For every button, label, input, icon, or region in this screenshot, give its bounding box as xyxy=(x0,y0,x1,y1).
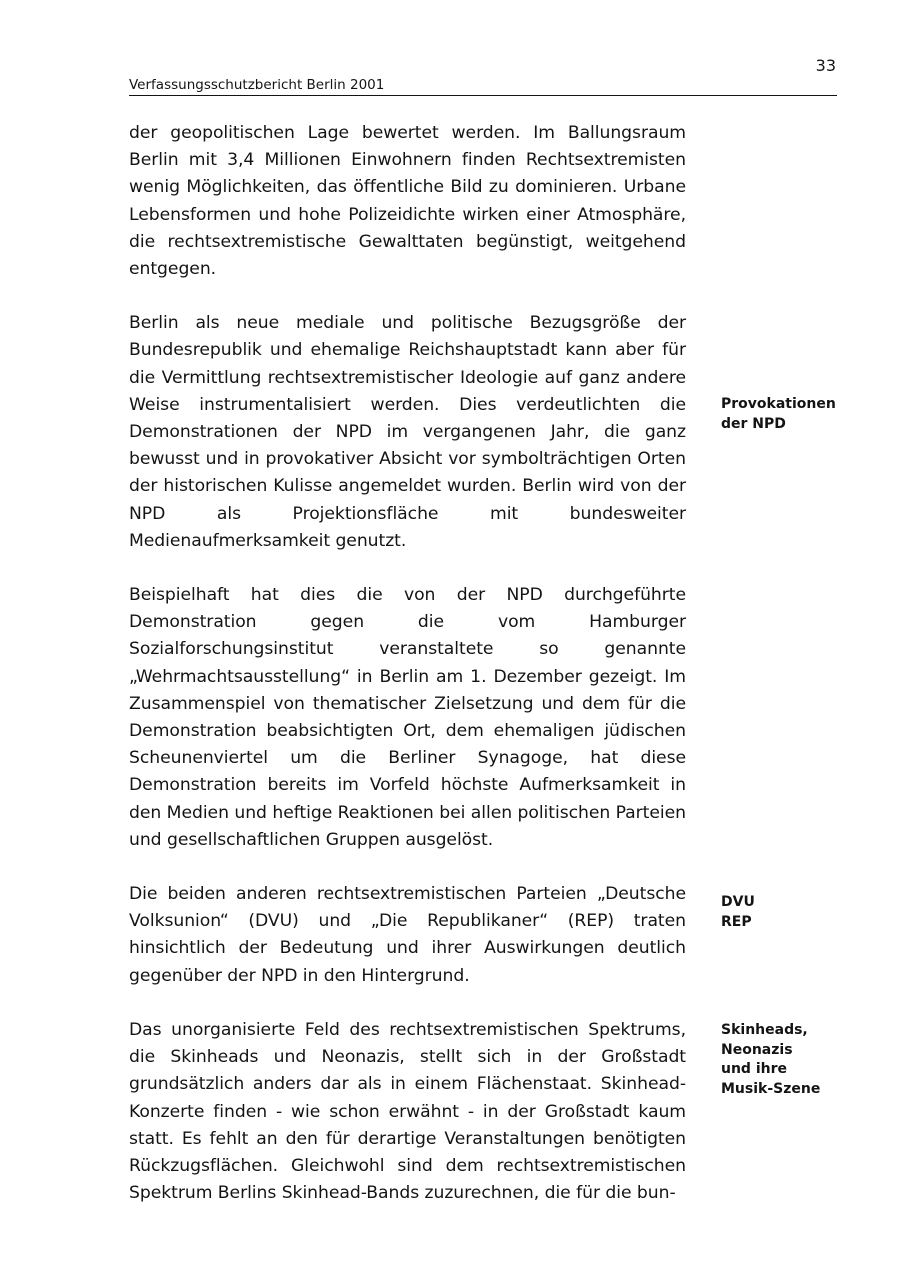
margin-note-line: Skinheads, xyxy=(721,1022,808,1038)
running-header: Verfassungsschutzbericht Berlin 2001 xyxy=(129,77,837,96)
margin-note-line: der NPD xyxy=(721,415,786,432)
margin-note-dvu-rep xyxy=(721,893,851,932)
paragraph-2: Berlin als neue mediale und politische Bezugsgröße der Bundesrepublik und ehemalige Reichshauptstadt kann aber für die Vermittlung rechtsextremistischer Ideologie auf ganz andere Weise instrumentalisiert werden. Dies verdeutlichten die Demonstrationen der NPD im vergangenen Jahr, die ganz bewusst und in provokativer Absicht vor symbolträchtigen Orten der historischen Kulisse angemeldet wurden. Berlin wird von der NPD als Projektionsfläche mit bundesweiter Medienaufmerksamkeit genutzt. xyxy=(129,313,686,551)
margin-note-line: DVU xyxy=(721,894,755,910)
margin-note-skinheads xyxy=(721,1021,851,1099)
paragraph-4: Die beiden anderen rechtsextremistischen Parteien „Deutsche Volksunion“ (DVU) und „Die Republikaner“ (REP) traten hinsichtlich der Bedeutung und ihrer Auswirkungen deutlich gegenüber der NPD in den Hintergrund. xyxy=(129,884,686,986)
margin-note-provokationen xyxy=(721,395,851,434)
margin-note-line: Neonazis xyxy=(721,1041,793,1058)
margin-note-line: Provokationen xyxy=(721,396,836,412)
margin-note-line: Musik-Szene xyxy=(721,1080,821,1097)
page-number: 33 xyxy=(815,56,836,75)
paragraph-3: Beispielhaft hat dies die von der NPD durchgeführte Demonstration gegen die vom Hamburger Sozialforschungsinstitut veranstaltete so genannte „Wehrmachtsausstellung“ in Berlin am 1. Dezember gezeigt. Im Zusammenspiel von thematischer Zielsetzung und dem für die Demonstration beabsichtigten Ort, dem ehemaligen jüdischen Scheunenviertel um die Berliner Synagoge, hat diese Demonstration bereits im Vorfeld höchste Aufmerksamkeit in den Medien und heftige Reaktionen bei allen politischen Parteien und gesellschaftlichen Gruppen ausgelöst. xyxy=(129,585,686,850)
paragraph-1: der geopolitischen Lage bewertet werden. Im Ballungsraum Berlin mit 3,4 Millionen Einwohnern finden Rechtsextremisten wenig Möglichkeiten, das öffentliche Bild zu dominieren. Urbane Lebensformen und hohe Polizeidichte wirken einer Atmosphäre, die rechtsextremistische Gewalttaten begünstigt, weitgehend entgegen. xyxy=(129,123,686,280)
body-text xyxy=(129,120,686,1234)
paragraph-5: Das unorganisierte Feld des rechtsextremistischen Spektrums, die Skinheads und Neonazis, stellt sich in der Großstadt grundsätzlich anders dar als in einem Flächenstaat. Skinhead-Konzerte finden - wie schon erwähnt - in der Großstadt kaum statt. Es fehlt an den für derartige Veranstaltungen benötigten Rückzugsflächen. Gleichwohl sind dem rechtsextremistischen Spektrum Berlins Skinhead-Bands zuzurechnen, die für die bun- xyxy=(129,1019,686,1204)
margin-note-line: REP xyxy=(721,913,752,930)
margin-note-line: und ihre xyxy=(721,1061,787,1077)
